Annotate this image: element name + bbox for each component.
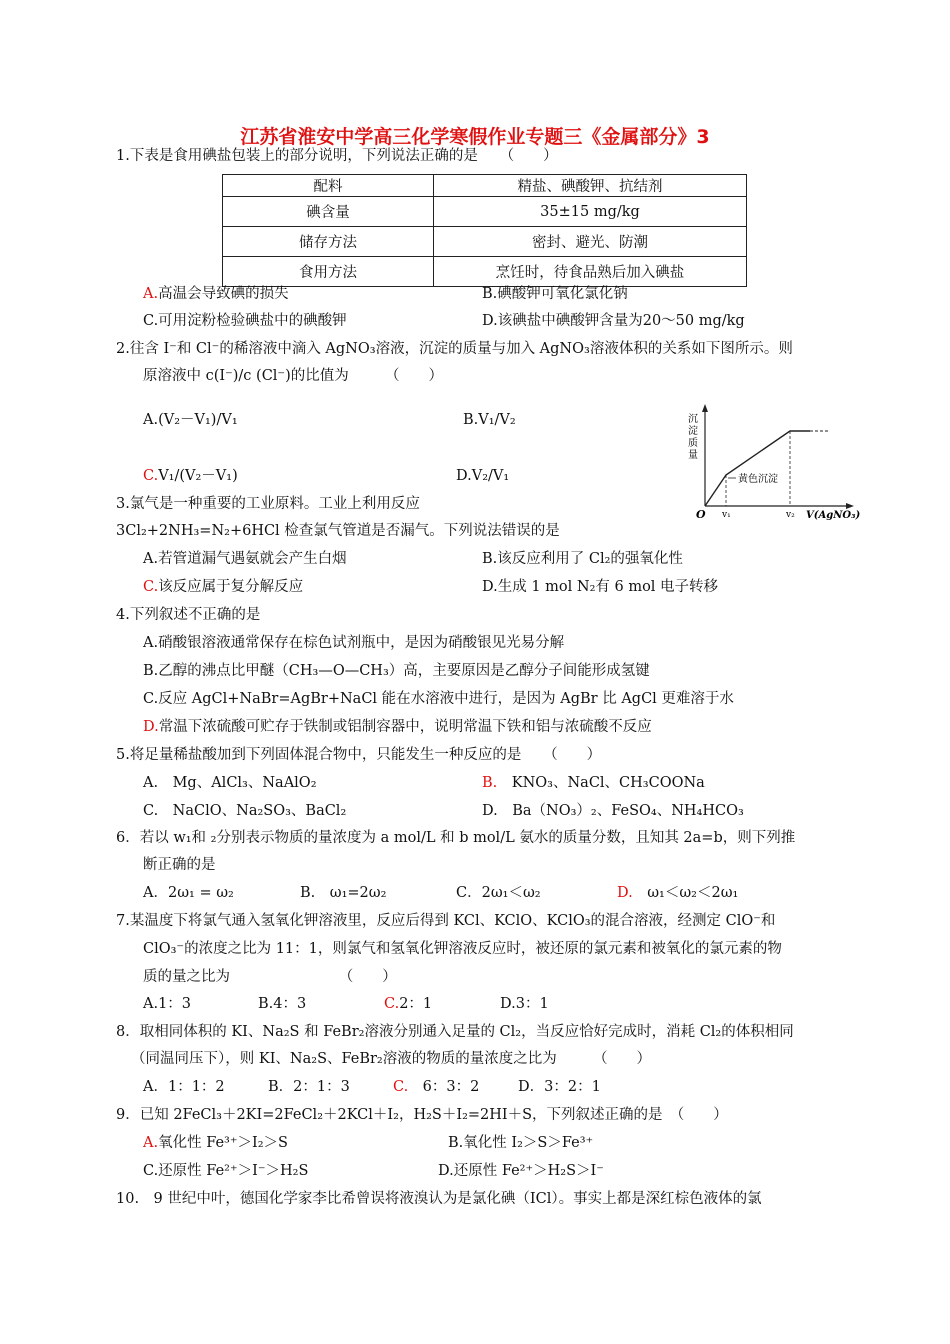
q1-option-b: B.碘酸钾可氧化氯化钠 — [482, 286, 628, 302]
q3-option-b: B.该反应利用了 Cl₂的强氧化性 — [482, 551, 683, 567]
option-text: KNO₃、NaCl、CH₃COONa — [497, 775, 705, 791]
q6-stem-1: 6．若以 w₁和 ₂分别表示物质的量浓度为 a mol/L 和 b mol/L 氨水的质量分数，且知其 2a=b，则下列推 — [116, 830, 796, 846]
table-cell: 精盐、碘酸钾、抗结剂 — [434, 175, 747, 197]
q2-option-b: B.V₁/V₂ — [463, 412, 516, 428]
q8-option-d: D．3：2：1 — [518, 1079, 601, 1095]
option-letter: D. — [617, 885, 633, 901]
table-cell: 食用方法 — [223, 257, 434, 287]
option-letter: C. — [143, 579, 159, 595]
y-axis-arrow — [702, 404, 708, 412]
q9-option-d: D.还原性 Fe²⁺＞H₂S＞I⁻ — [438, 1163, 604, 1179]
tick-label-v1: v₁ — [722, 510, 731, 520]
q5-option-c: C. NaClO、Na₂SO₃、BaCl₂ — [143, 803, 347, 819]
precipitate-chart — [668, 398, 868, 523]
origin-label: O — [696, 508, 706, 521]
q8-stem-2: （同温同压下），则 KI、Na₂S、FeBr₂溶液的物质的量浓度之比为 （ ） — [131, 1051, 651, 1067]
table-cell: 储存方法 — [223, 227, 434, 257]
x-axis-arrow — [846, 503, 854, 509]
q9-option-b: B.氧化性 I₂＞S＞Fe³⁺ — [448, 1135, 594, 1151]
q1-option-c: C.可用淀粉检验碘盐中的碘酸钾 — [143, 313, 347, 329]
q7-option-a: A.1：3 — [143, 996, 192, 1012]
q8-option-b: B．2：1：3 — [268, 1079, 350, 1095]
table-cell: 烹饪时，待食品熟后加入碘盐 — [434, 257, 747, 287]
series-line — [705, 431, 810, 506]
option-letter: D. — [143, 719, 159, 735]
option-letter: C. — [393, 1079, 409, 1095]
q7-stem-1: 7.某温度下将氯气通入氢氧化钾溶液里，反应后得到 KCl、KClO、KClO₃的混合溶液，经测定 ClO⁻和 — [116, 913, 776, 929]
q5-stem: 5.将足量稀盐酸加到下列固体混合物中，只能发生一种反应的是 （ ） — [116, 747, 602, 763]
q1-stem: 1.下表是食用碘盐包装上的部分说明，下列说法正确的是 （ ） — [116, 148, 558, 164]
q4-option-a: A.硝酸银溶液通常保存在棕色试剂瓶中，是因为硝酸银见光易分解 — [143, 635, 565, 651]
option-letter: A. — [143, 286, 159, 302]
table-cell: 密封、避光、防潮 — [434, 227, 747, 257]
x-axis-label: V(AgNO₃) — [806, 510, 861, 521]
q7-option-b: B.4：3 — [258, 996, 307, 1012]
q9-option-c: C.还原性 Fe²⁺＞I⁻＞H₂S — [143, 1163, 309, 1179]
q6-option-a: A．2ω₁ = ω₂ — [143, 885, 234, 901]
salt-label-table — [222, 174, 747, 287]
q2-stem-2: 原溶液中 c(I⁻)/c (Cl⁻)的比值为 （ ） — [143, 368, 443, 384]
q4-option-c: C.反应 AgCl+NaBr=AgBr+NaCl 能在水溶液中进行，是因为 AgBr 比 AgCl 更难溶于水 — [143, 691, 734, 707]
annotation-label: 黄色沉淀 — [738, 474, 778, 485]
option-text: 2：1 — [399, 996, 433, 1012]
q3-stem-2: 3Cl₂+2NH₃=N₂+6HCl 检查氯气管道是否漏气。下列说法错误的是 — [116, 523, 560, 539]
option-text: 高温会导致碘的损失 — [158, 286, 289, 302]
q3-option-a: A.若管道漏气遇氨就会产生白烟 — [143, 551, 347, 567]
option-text: V₁/(V₂－V₁) — [158, 468, 238, 484]
option-text: ω₁＜ω₂＜2ω₁ — [632, 885, 739, 901]
q2-option-d: D.V₂/V₁ — [456, 468, 510, 484]
q1-option-a — [143, 284, 289, 304]
q6-option-b: B. ω₁=2ω₂ — [300, 885, 387, 901]
q5-option-b — [482, 773, 705, 793]
tick-label-v2: v₂ — [786, 510, 795, 520]
q7-stem-3: 质的量之比为 （ ） — [143, 969, 397, 985]
q3-option-d: D.生成 1 mol N₂有 6 mol 电子转移 — [482, 579, 719, 595]
option-letter: A. — [143, 1135, 159, 1151]
q10-stem: 10. 9 世纪中叶，德国化学家李比希曾误将液溴认为是氯化碘（ICl）。事实上都是深红棕色液体的氯 — [116, 1191, 762, 1207]
q5-option-a: A. Mg、AlCl₃、NaAlO₂ — [143, 775, 317, 791]
q7-option-d: D.3：1 — [500, 996, 549, 1012]
q2-stem-1: 2.往含 I⁻和 Cl⁻的稀溶液中滴入 AgNO₃溶液，沉淀的质量与加入 AgNO₃溶液体积的关系如下图所示。则 — [116, 341, 793, 357]
option-text: 常温下浓硫酸可贮存于铁制或铝制容器中，说明常温下铁和铝与浓硫酸不反应 — [158, 719, 652, 735]
q9-stem: 9．已知 2FeCl₃＋2KI=2FeCl₂＋2KCl＋I₂，H₂S＋I₂=2HI＋S，下列叙述正确的是 （ ） — [116, 1107, 728, 1123]
page-title: 江苏省淮安中学高三化学寒假作业专题三《金属部分》3 — [240, 126, 710, 148]
q3-stem-1: 3.氯气是一种重要的工业原料。工业上利用反应 — [116, 496, 420, 512]
q6-option-d — [617, 883, 738, 903]
option-letter: C. — [384, 996, 400, 1012]
table-cell: 配料 — [223, 175, 434, 197]
q9-option-a — [143, 1133, 288, 1153]
q2-option-c — [143, 466, 238, 486]
q2-option-a: A.(V₂－V₁)/V₁ — [143, 412, 238, 428]
table-cell: 35±15 mg/kg — [434, 197, 747, 227]
q6-option-c: C．2ω₁＜ω₂ — [456, 885, 541, 901]
option-letter: C. — [143, 468, 159, 484]
table-cell: 碘含量 — [223, 197, 434, 227]
option-letter: B. — [482, 775, 498, 791]
q6-stem-2: 断正确的是 — [143, 857, 216, 873]
q7-option-c — [384, 994, 432, 1014]
q4-option-d — [143, 717, 652, 737]
q8-option-a: A．1：1：2 — [143, 1079, 225, 1095]
y-axis-label: 沉淀质量 — [688, 414, 698, 461]
q4-stem: 4.下列叙述不正确的是 — [116, 607, 261, 623]
q1-option-d: D.该碘盐中碘酸钾含量为20～50 mg/kg — [482, 313, 745, 329]
q3-option-c — [143, 577, 303, 597]
q8-option-c — [393, 1077, 479, 1097]
q7-stem-2: ClO₃⁻的浓度之比为 11：1，则氯气和氢氧化钾溶液反应时，被还原的氯元素和被氧化的氯元素的物 — [143, 941, 782, 957]
q8-stem-1: 8．取相同体积的 KI、Na₂S 和 FeBr₂溶液分别通入足量的 Cl₂，当反应恰好完成时，消耗 Cl₂的体积相同 — [116, 1024, 794, 1040]
option-text: 氧化性 Fe³⁺＞I₂＞S — [158, 1135, 288, 1151]
option-text: 6：3：2 — [408, 1079, 480, 1095]
option-text: 该反应属于复分解反应 — [158, 579, 304, 595]
q5-option-d: D. Ba（NO₃）₂、FeSO₄、NH₄HCO₃ — [482, 803, 744, 819]
q4-option-b: B.乙醇的沸点比甲醚（CH₃—O—CH₃）高，主要原因是乙醇分子间能形成氢键 — [143, 663, 650, 679]
